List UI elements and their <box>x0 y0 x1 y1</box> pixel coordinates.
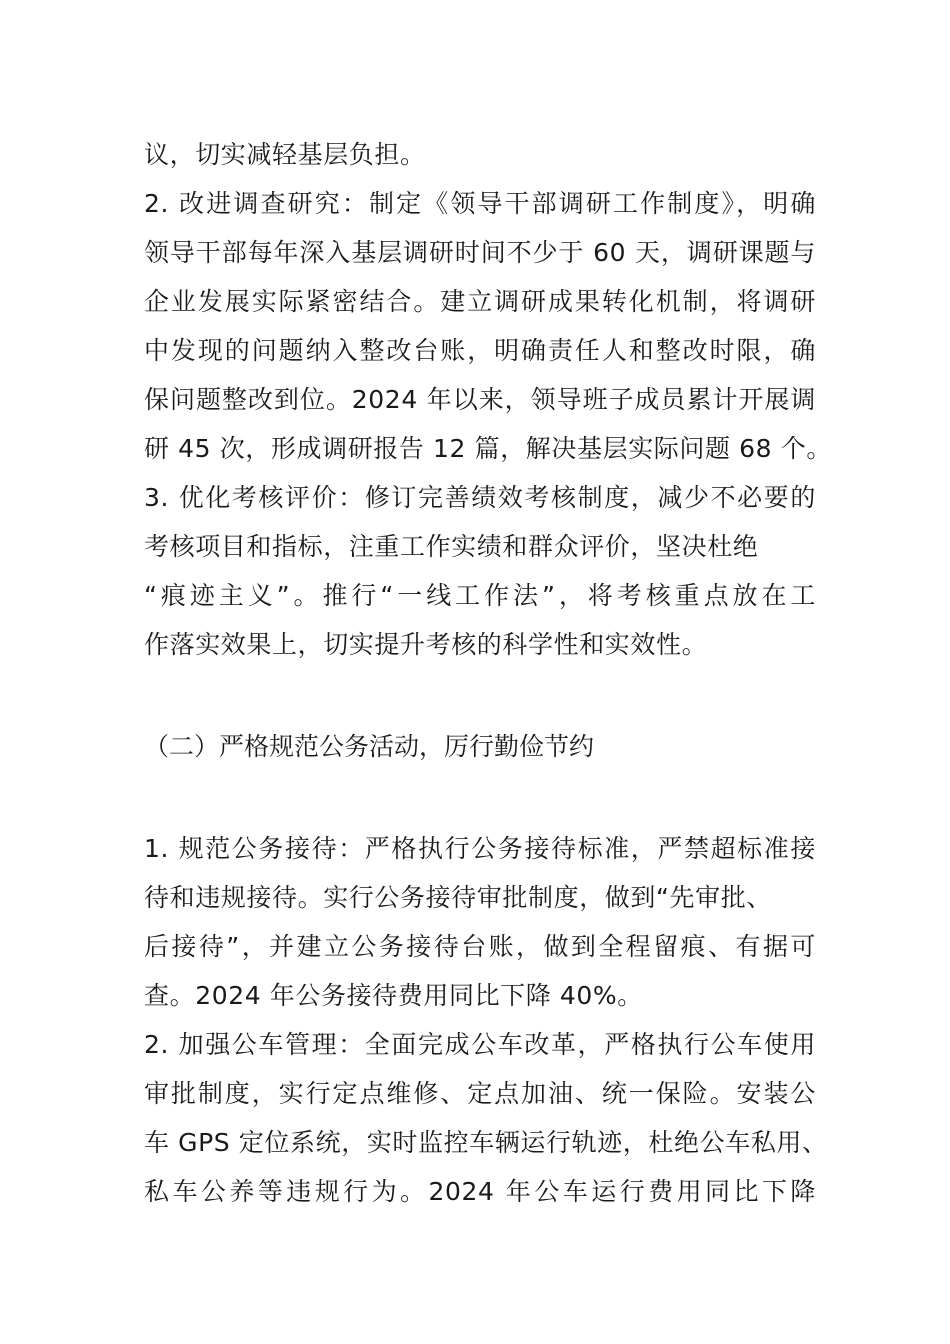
paragraph-line: 3. 优化考核评价：修订完善绩效考核制度，减少不必要的 <box>144 483 816 512</box>
paragraph-line: 领导干部每年深入基层调研时间不少于 60 天，调研课题与 <box>144 238 816 267</box>
paragraph-line: 私车公养等违规行为。2024 年公车运行费用同比下降 <box>144 1177 816 1206</box>
paragraph-line: 企业发展实际紧密结合。建立调研成果转化机制，将调研 <box>144 287 816 316</box>
paragraph-line: “痕迹主义”。推行“一线工作法”，将考核重点放在工 <box>144 581 816 610</box>
paragraph-line: 2. 改进调查研究：制定《领导干部调研工作制度》，明确 <box>144 189 816 218</box>
paragraph-line: 后接待”，并建立公务接待台账，做到全程留痕、有据可 <box>144 932 816 961</box>
paragraph-line: 研 45 次，形成调研报告 12 篇，解决基层实际问题 68 个。 <box>144 434 832 463</box>
paragraph-line: 审批制度，实行定点维修、定点加油、统一保险。安装公 <box>144 1079 816 1108</box>
section-heading: （二）严格规范公务活动，厉行勤俭节约 <box>144 732 595 761</box>
document-body <box>144 130 832 1216</box>
paragraph-line: 议，切实减轻基层负担。 <box>144 140 426 169</box>
paragraph-line: 作落实效果上，切实提升考核的科学性和实效性。 <box>144 630 708 659</box>
paragraph-line: 考核项目和指标，注重工作实绩和群众评价，坚决杜绝 <box>144 532 759 561</box>
paragraph-line: 1. 规范公务接待：严格执行公务接待标准，严禁超标准接 <box>144 834 816 863</box>
paragraph-line: 2. 加强公车管理：全面完成公车改革，严格执行公车使用 <box>144 1030 816 1059</box>
paragraph-line: 车 GPS 定位系统，实时监控车辆运行轨迹，杜绝公车私用、 <box>144 1128 828 1157</box>
paragraph-line: 待和违规接待。实行公务接待审批制度，做到“先审批、 <box>144 883 772 912</box>
paragraph-line: 查。2024 年公务接待费用同比下降 40%。 <box>144 981 643 1010</box>
paragraph-line: 中发现的问题纳入整改台账，明确责任人和整改时限，确 <box>144 336 816 365</box>
paragraph-line: 保问题整改到位。2024 年以来，领导班子成员累计开展调 <box>144 385 816 414</box>
